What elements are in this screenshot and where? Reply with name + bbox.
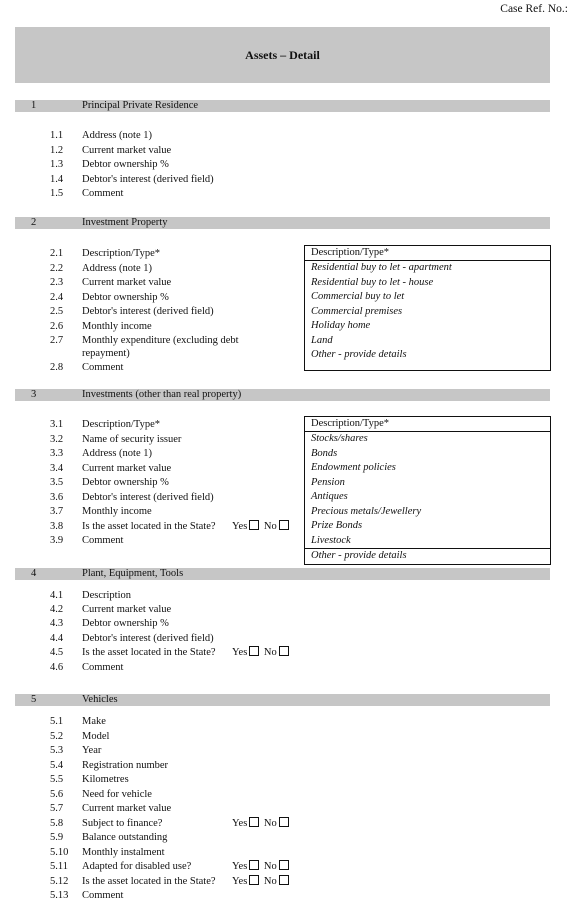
item-label: Name of security issuer xyxy=(82,434,182,445)
item-number: 3.8 xyxy=(50,521,64,532)
section-header-1 xyxy=(15,100,550,112)
yes-checkbox[interactable] xyxy=(249,646,259,656)
item-label: Registration number xyxy=(82,760,169,771)
description-type-list-property xyxy=(304,245,551,371)
item-label: Debtor's interest (derived field) xyxy=(82,633,214,644)
item-number: 4.6 xyxy=(50,662,64,673)
item-number: 5.7 xyxy=(50,803,64,814)
section-number: 1 xyxy=(31,100,37,111)
description-type-list-investments xyxy=(304,416,551,565)
list-item: Residential buy to let - apartment xyxy=(311,262,452,273)
item-number: 2.1 xyxy=(50,248,64,259)
item-label: Description xyxy=(82,590,131,601)
yes-no-3-8 xyxy=(232,520,291,533)
no-checkbox[interactable] xyxy=(279,860,289,870)
section-header-5 xyxy=(15,694,550,706)
list-item: Bonds xyxy=(311,447,338,459)
yes-no-5-8 xyxy=(232,817,291,830)
item-number: 1.3 xyxy=(50,159,64,170)
list-item: Land xyxy=(311,334,333,346)
item-number: 5.1 xyxy=(50,716,64,727)
item-label: Current market value xyxy=(82,803,172,814)
item-label: Model xyxy=(82,731,110,742)
no-label: No xyxy=(263,647,277,658)
item-number: 3.2 xyxy=(50,434,64,445)
item-number: 3.5 xyxy=(50,477,64,488)
item-label: Is the asset located in the State? xyxy=(82,647,216,658)
section-number: 3 xyxy=(31,389,37,400)
list-item: Pension xyxy=(311,476,345,488)
item-label: Debtor ownership % xyxy=(82,618,169,629)
item-number: 2.2 xyxy=(50,263,64,274)
list-header: Description/Type* xyxy=(305,417,550,432)
section-number: 5 xyxy=(31,694,37,705)
item-label: Adapted for disabled use? xyxy=(82,861,192,872)
item-label: Need for vehicle xyxy=(82,789,152,800)
section-header-3 xyxy=(15,389,550,401)
yes-no-5-12 xyxy=(232,875,291,888)
item-label: Comment xyxy=(82,890,124,901)
item-label: Current market value xyxy=(82,277,172,288)
item-number: 3.1 xyxy=(50,419,64,430)
section-header-2 xyxy=(15,217,550,229)
no-checkbox[interactable] xyxy=(279,817,289,827)
item-number: 5.8 xyxy=(50,818,64,829)
item-label: Balance outstanding xyxy=(82,832,168,843)
item-number: 2.4 xyxy=(50,292,64,303)
item-label: Address (note 1) xyxy=(82,130,152,141)
item-number: 3.7 xyxy=(50,506,64,517)
item-label-continued: repayment) xyxy=(82,348,130,359)
list-item: Commercial premises xyxy=(311,305,403,317)
item-number: 5.13 xyxy=(50,890,69,901)
item-number: 3.9 xyxy=(50,535,64,546)
item-number: 4.1 xyxy=(50,590,64,601)
section-title: Vehicles xyxy=(82,694,118,705)
item-number: 2.8 xyxy=(50,362,64,373)
item-label: Current market value xyxy=(82,604,172,615)
item-number: 4.5 xyxy=(50,647,64,658)
list-item: Precious metals/Jewellery xyxy=(311,505,422,517)
section-title: Investment Property xyxy=(82,217,168,228)
item-label: Description/Type* xyxy=(82,248,160,259)
section-number: 2 xyxy=(31,217,37,228)
item-label: Is the asset located in the State? xyxy=(82,521,216,532)
item-label: Kilometres xyxy=(82,774,129,785)
no-label: No xyxy=(263,876,277,887)
item-label: Debtor ownership % xyxy=(82,477,169,488)
item-label: Year xyxy=(82,745,102,756)
item-label: Monthly income xyxy=(82,506,152,517)
list-item: Commercial buy to let xyxy=(311,291,405,302)
item-label: Monthly instalment xyxy=(82,847,165,858)
item-label: Debtor's interest (derived field) xyxy=(82,492,214,503)
item-number: 2.7 xyxy=(50,335,64,346)
list-item: Holiday home xyxy=(311,320,371,331)
list-item: Other - provide details xyxy=(305,548,550,564)
item-number: 5.2 xyxy=(50,731,64,742)
item-number: 5.5 xyxy=(50,774,64,785)
item-label: Debtor's interest (derived field) xyxy=(82,174,214,185)
yes-label: Yes xyxy=(232,861,248,872)
yes-label: Yes xyxy=(232,647,248,658)
item-number: 5.11 xyxy=(50,861,68,872)
item-label: Comment xyxy=(82,535,124,546)
item-number: 1.2 xyxy=(50,145,64,156)
case-ref-label: Case Ref. No.: xyxy=(500,3,568,15)
list-item: Antiques xyxy=(311,491,348,502)
no-checkbox[interactable] xyxy=(279,520,289,530)
yes-checkbox[interactable] xyxy=(249,875,259,885)
item-number: 3.3 xyxy=(50,448,64,459)
section-header-4 xyxy=(15,568,550,580)
item-label: Is the asset located in the State? xyxy=(82,876,216,887)
item-number: 1.1 xyxy=(50,130,64,141)
item-number: 5.10 xyxy=(50,847,69,858)
no-checkbox[interactable] xyxy=(279,646,289,656)
no-label: No xyxy=(263,818,277,829)
section-title: Principal Private Residence xyxy=(82,100,199,111)
list-item: Endowment policies xyxy=(311,462,396,473)
list-item: Livestock xyxy=(311,534,351,546)
section-title: Investments (other than real property) xyxy=(82,389,242,400)
list-item: Stocks/shares xyxy=(311,433,368,444)
no-label: No xyxy=(263,861,277,872)
section-title: Plant, Equipment, Tools xyxy=(82,568,184,579)
item-number: 5.4 xyxy=(50,760,64,771)
yes-checkbox[interactable] xyxy=(249,817,259,827)
item-number: 5.9 xyxy=(50,832,64,843)
yes-checkbox[interactable] xyxy=(249,520,259,530)
item-label: Comment xyxy=(82,188,124,199)
yes-checkbox[interactable] xyxy=(249,860,259,870)
item-number: 2.3 xyxy=(50,277,64,288)
yes-label: Yes xyxy=(232,876,248,887)
section-number: 4 xyxy=(31,568,37,579)
item-label: Debtor's interest (derived field) xyxy=(82,306,214,317)
list-item: Other - provide details xyxy=(311,349,407,360)
item-label: Subject to finance? xyxy=(82,818,163,829)
item-label: Address (note 1) xyxy=(82,448,152,459)
item-label: Monthly expenditure (excluding debt xyxy=(82,335,239,346)
item-label: Monthly income xyxy=(82,321,152,332)
yes-label: Yes xyxy=(232,818,248,829)
item-number: 1.5 xyxy=(50,188,64,199)
item-label: Debtor ownership % xyxy=(82,292,169,303)
item-number: 1.4 xyxy=(50,174,64,185)
page-title-bar xyxy=(15,27,550,83)
list-item: Residential buy to let - house xyxy=(311,276,434,288)
yes-label: Yes xyxy=(232,521,248,532)
item-number: 2.5 xyxy=(50,306,64,317)
item-number: 5.6 xyxy=(50,789,64,800)
page-title: Assets – Detail xyxy=(245,47,320,62)
yes-no-5-11 xyxy=(232,860,291,873)
item-label: Make xyxy=(82,716,106,727)
item-label: Comment xyxy=(82,662,124,673)
list-item: Prize Bonds xyxy=(311,520,363,531)
no-checkbox[interactable] xyxy=(279,875,289,885)
item-number: 4.2 xyxy=(50,604,64,615)
item-label: Address (note 1) xyxy=(82,263,152,274)
item-number: 4.4 xyxy=(50,633,64,644)
list-header: Description/Type* xyxy=(305,246,550,261)
item-label: Comment xyxy=(82,362,124,373)
item-number: 3.6 xyxy=(50,492,64,503)
item-number: 5.3 xyxy=(50,745,64,756)
item-number: 5.12 xyxy=(50,876,69,887)
item-label: Current market value xyxy=(82,463,172,474)
yes-no-4-5 xyxy=(232,646,291,659)
item-number: 4.3 xyxy=(50,618,64,629)
item-label: Current market value xyxy=(82,145,172,156)
item-label: Description/Type* xyxy=(82,419,160,430)
item-number: 3.4 xyxy=(50,463,64,474)
no-label: No xyxy=(263,521,277,532)
item-number: 2.6 xyxy=(50,321,64,332)
item-label: Debtor ownership % xyxy=(82,159,169,170)
